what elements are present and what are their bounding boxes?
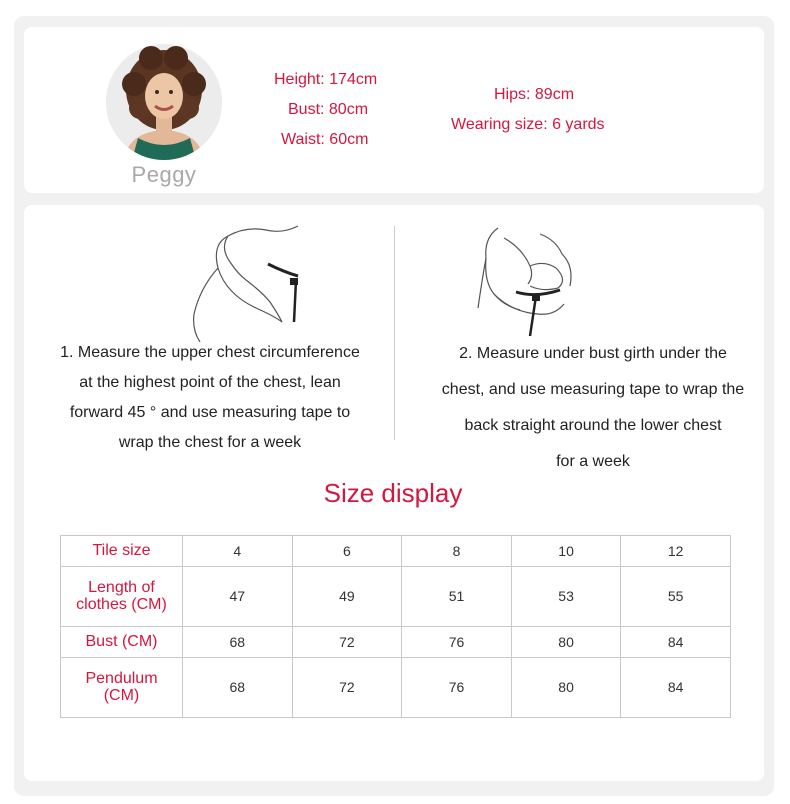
row-label-line: (CM) [103, 687, 140, 705]
instruction-divider [394, 226, 395, 440]
table-cell: 47 [183, 566, 293, 626]
table-cell: 49 [292, 566, 402, 626]
under-bust-measure-illustration [464, 224, 594, 338]
table-cell: 51 [402, 566, 512, 626]
model-hips: Hips: 89cm [494, 86, 575, 103]
table-header-row [61, 536, 731, 567]
instruction-line: chest, and use measuring tape to wrap the [441, 381, 745, 398]
model-avatar [106, 44, 222, 160]
size-display-title: Size display [323, 478, 463, 508]
size-header-cell: 8 [402, 536, 512, 567]
table-cell: 53 [511, 566, 621, 626]
table-row [61, 657, 731, 717]
table-cell: 76 [402, 626, 512, 657]
table-cell: 68 [183, 657, 293, 717]
size-table [60, 535, 731, 718]
size-header-cell: 4 [183, 536, 293, 567]
table-cell: 76 [402, 657, 512, 717]
row-label-pendulum [61, 657, 183, 717]
table-cell: 80 [511, 657, 621, 717]
table-row [61, 626, 731, 657]
instruction-line: wrap the chest for a week [118, 434, 302, 451]
model-waist: Waist: 60cm [281, 131, 369, 148]
row-label-length [61, 566, 183, 626]
upper-chest-measure-illustration [186, 222, 316, 342]
instruction-line: 2. Measure under bust girth under the [459, 345, 727, 362]
instruction-line: for a week [556, 453, 630, 470]
table-cell: 68 [183, 626, 293, 657]
row-label-line: Pendulum [85, 670, 158, 688]
row-label-line: Bust (CM) [85, 633, 158, 651]
instruction-line: forward 45 ° and use measuring tape to [69, 404, 351, 421]
table-cell: 55 [621, 566, 731, 626]
table-cell: 84 [621, 657, 731, 717]
instruction-line: 1. Measure the upper chest circumference [60, 344, 360, 361]
model-bust: Bust: 80cm [288, 101, 369, 118]
model-height: Height: 174cm [274, 71, 378, 88]
model-portrait-image [106, 44, 222, 160]
row-label-bust [61, 626, 183, 657]
row-label-line: clothes (CM) [76, 596, 167, 614]
model-wearing-size: Wearing size: 6 yards [451, 116, 605, 133]
table-header-label: Tile size [61, 536, 183, 567]
instruction-line: back straight around the lower chest [464, 417, 722, 434]
instruction-line: at the highest point of the chest, lean [79, 374, 341, 391]
size-header-cell: 12 [621, 536, 731, 567]
table-cell: 84 [621, 626, 731, 657]
size-header-cell: 6 [292, 536, 402, 567]
table-cell: 80 [511, 626, 621, 657]
row-label-line: Length of [88, 579, 155, 597]
instruction-upper-chest [30, 338, 390, 458]
model-name: Peggy [131, 162, 197, 187]
instruction-under-bust [412, 336, 774, 480]
table-cell: 72 [292, 626, 402, 657]
size-header-cell: 10 [511, 536, 621, 567]
table-row [61, 566, 731, 626]
table-cell: 72 [292, 657, 402, 717]
